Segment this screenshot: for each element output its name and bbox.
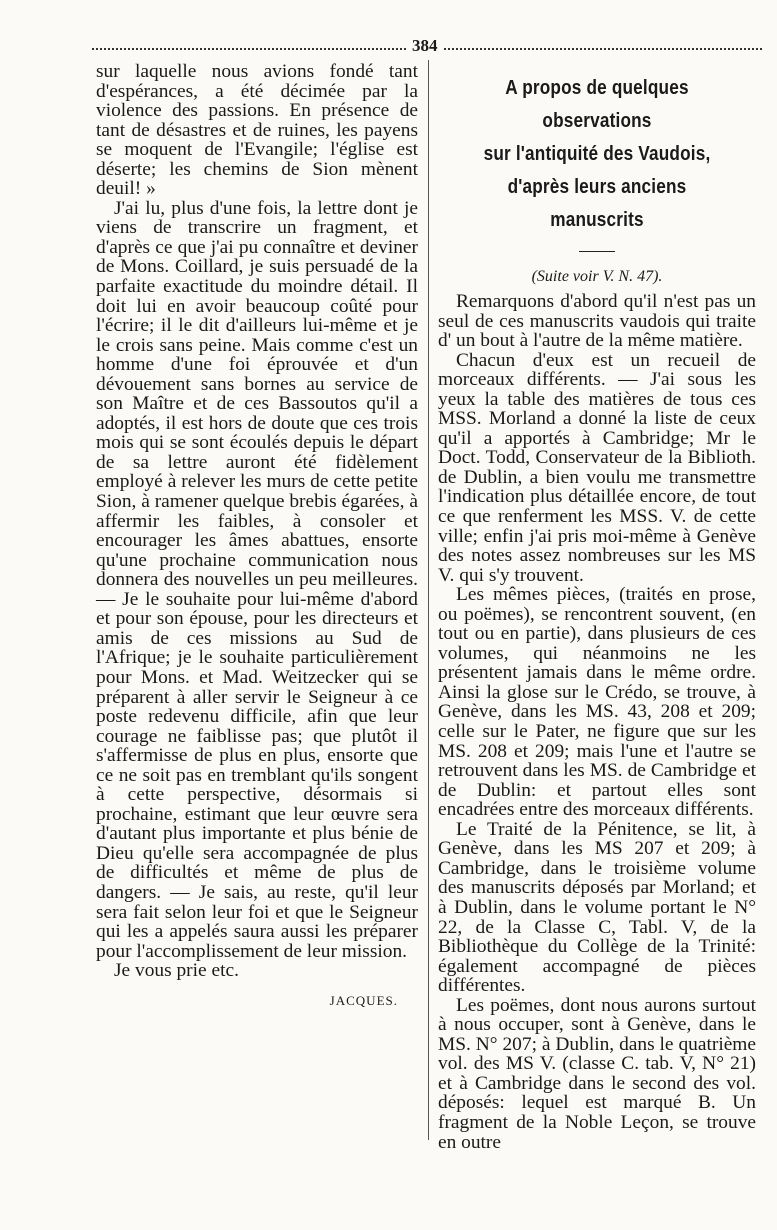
title-line: sur l'antiquité des Vaudois, bbox=[483, 143, 711, 165]
article-title bbox=[460, 72, 733, 237]
right-paragraph: Les poëmes, dont nous aurons surtout à nous occuper, sont à Genève, dans le MS. N° 207; à Dublin, dans le quatrième vol. des MS V. (classe C. tab. V, N° 21) et à Cambridge dans le second des vol. déposés: lequel est marqué B. Un fragment de la Noble Leçon, se trouve en outre bbox=[438, 994, 756, 1153]
left-column bbox=[96, 62, 418, 1010]
title-line: d'après leurs anciens manuscrits bbox=[507, 176, 687, 231]
right-paragraph: Les mêmes pièces, (traités en prose, ou poëmes), se rencontrent souvent, (en tout ou en partie), dans plusieurs de ces volumes, qui néanmoins ne les présentent jamais dans le même ordre. Ainsi la glose sur le Crédo, se trouve, à Genève, dans les MS. 43, 208 et 209; celle sur le Pater, ne figure que sur les MS. 208 et 209; mais l'une et l'autre se retrouvent dans les MS. de Cambridge et de Dublin: et partout elles sont encadrées entre des morceaux différents. bbox=[438, 584, 756, 821]
right-paragraph: Remarquons d'abord qu'il n'est pas un seul de ces manuscrits vaudois qui traite d' un bout à l'autre de la même matière. bbox=[438, 291, 756, 352]
suite-note: (Suite voir V. N. 47). bbox=[531, 268, 663, 285]
right-column bbox=[438, 62, 756, 1152]
left-paragraph: J'ai lu, plus d'une fois, la lettre dont je viens de transcrire un fragment, et d'après ce que j'ai pu connaître et deviner de Mons. Coillard, je suis persuadé de la parfaite exactitude du moindre détail. Il doit lui en avoir beaucoup coûté pour l'écrire; il le dit d'ailleurs lui-même et je le crois sans peine. Mais comme c'est un homme d'une foi éprouvée et d'un dévouement sans bornes au service de son Maître et de ces Bassoutos qu'il a adoptés, il est hors de doute que ces trois mois qui se sont écoulés depuis le départ de sa lettre auront été fidèlement employé à relever les murs de cette petite Sion, à ramener quelque brebis égarées, à affermir les faibles, à consoler et encourager les âmes abattues, ensorte qu'une prochaine communication nous donnera des nouvelles un peu meilleures. — Je le souhaite pour lui-même d'abord et pour son épouse, pour les directeurs et amis de ces missions au Sud de l'Afrique; je le souhaite particulièrement pour Mons. et Mad. Weitzecker qui se préparent à aller servir le Seigneur à ce poste redevenu difficile, afin que leur courage ne faiblisse pas; que plutôt il s'affermisse de plus en plus, ensorte que ce ne soit pas en tremblant qu'ils songent à cette perspective, désormais si prochaine, estimant que leur œuvre sera d'autant plus importante et plus bénie de Dieu qu'elle sera accompagnée de plus de difficultés et même de plus de dangers. — Je sais, au reste, qu'il leur sera fait selon leur foi et que le Seigneur qui les a appelés saura aussi les préparer pour l'accomplissement de leur mission. bbox=[96, 197, 418, 962]
left-paragraph: Je vous prie etc. bbox=[114, 960, 239, 982]
column-divider bbox=[428, 60, 429, 1140]
title-rule bbox=[579, 251, 615, 252]
title-line: A propos de quelques observations bbox=[505, 77, 689, 132]
right-paragraph: Le Traité de la Pénitence, se lit, à Genève, dans les MS 207 et 209; à Cambridge, dans le troisième volume des manuscrits déposés par Morland; et à Dublin, dans le volume portant le N° 22, de la Classe C, Tabl. V, de la Bibliothèque du Collège de la Trinité: également accompagné de pièces différentes. bbox=[438, 818, 756, 997]
page-number: 384 bbox=[408, 36, 442, 56]
left-paragraph: sur laquelle nous avions fondé tant d'espérances, a été décimée par la violence des passions. En présence de tant de désastres et de ruines, les payens se moquent de l'Evangile; l'église est déserte; les chemins de Sion mènent deuil! » bbox=[96, 61, 418, 200]
signature: JACQUES. bbox=[329, 992, 398, 1008]
right-paragraph: Chacun d'eux est un recueil de morceaux différents. — J'ai sous les yeux la table des matières de tous ces MSS. Morland a donné la liste de ceux qu'il a apportés à Cambridge; Mr le Doct. Todd, Conservateur de la Biblioth. de Dublin, a bien voulu me transmettre l'indication plus détaillée encore, de tout ce que renferment les MSS. V. de cette ville; enfin j'ai pris moi-même à Genève des notes assez nombreuses sur les MS V. qui s'y trouvent. bbox=[438, 349, 756, 586]
page-header bbox=[92, 36, 762, 56]
